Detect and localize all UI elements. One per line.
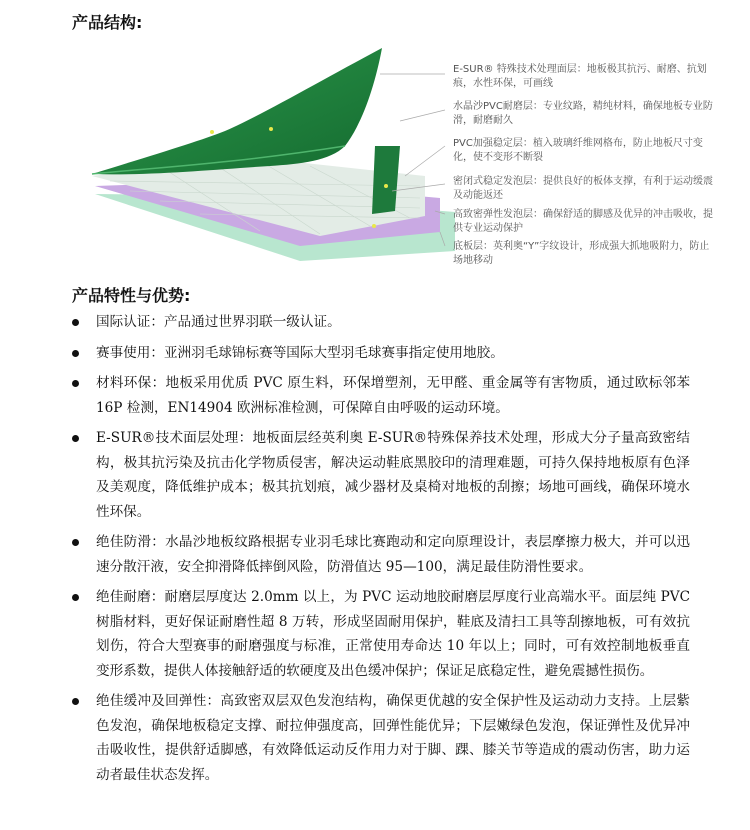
structure-diagram — [0, 36, 750, 276]
feature-item: 绝佳缓冲及回弹性：高致密双层双色发泡结构，确保更优越的安全保护性及运动动力支持。上层紫色发泡，确保地板稳定支撑、耐拉伸强度高，回弹性能优异；下层嫩绿色发泡，保证弹性及优异冲击吸收性，提供舒适脚感，有效降低运动反作用力对于脚、踝、膝关节等造成的震动伤害，助力运动者最佳状态发挥。 — [70, 689, 690, 787]
bullet-icon — [72, 435, 79, 442]
structure-heading: 产品结构: — [72, 13, 143, 32]
layer-label-surface: E-SUR® 特殊技术处理面层：地板极其抗污、耐磨、抗划痕，水性环保，可画线 — [453, 64, 707, 89]
features-list — [70, 310, 690, 793]
bullet-icon — [72, 698, 79, 705]
feature-item: 绝佳防滑：水晶沙地板纹路根据专业羽毛球比赛跑动和定向原理设计，表层摩擦力极大，并可以迅速分散汗液，安全抑滑降低摔倒风险，防滑值达 95—100，满足最佳防滑性要求。 — [70, 530, 690, 579]
bullet-icon — [72, 594, 79, 601]
bullet-icon — [72, 380, 79, 387]
bullet-icon — [72, 350, 79, 357]
feature-item: 材料环保：地板采用优质 PVC 原生料，环保增塑剂，无甲醛、重金属等有害物质，通过欧标邻苯 16P 检测，EN14904 欧洲标准检测，可保障自由呼吸的运动环境。 — [70, 371, 690, 420]
bullet-icon — [72, 539, 79, 546]
layer-label-base: 底板层：英利奥“Y”字纹设计，形成强大抓地吸附力，防止场地移动 — [453, 241, 710, 266]
layer-label-wear: 水晶沙PVC耐磨层：专业纹路，精纯材料，确保地板专业防滑，耐磨耐久 — [453, 101, 713, 126]
marker-dot — [210, 130, 214, 134]
marker-dot — [384, 184, 388, 188]
feature-item: 国际认证：产品通过世界羽联一级认证。 — [70, 310, 690, 335]
feature-item: 赛事使用：亚洲羽毛球锦标赛等国际大型羽毛球赛事指定使用地胶。 — [70, 341, 690, 366]
layer-label-closed-foam: 密闭式稳定发泡层：提供良好的板体支撑，有利于运动缓震及动能返还 — [453, 176, 713, 201]
marker-dot — [372, 224, 376, 228]
marker-dot — [269, 127, 273, 131]
feature-item: 绝佳耐磨：耐磨层厚度达 2.0mm 以上，为 PVC 运动地胶耐磨层厚度行业高端水平。面层纯 PVC 树脂材料，更好保证耐磨性超 8 万转，形成坚固耐用保护，鞋底及清扫工具等刮擦地板，可有效抗划伤，符合大型赛事的耐磨强度与标准，正常使用寿命达 10 年以上；同时，可有效控制地板垂直变形系数，提供人体接触舒适的软硬度及出色缓冲保护；保证足底稳定性，避免震撼性损伤。 — [70, 585, 690, 683]
bullet-icon — [72, 319, 79, 326]
layer-label-elastic-foam: 高致密弹性发泡层：确保舒适的脚感及优异的冲击吸收，提供专业运动保护 — [453, 209, 713, 234]
features-heading: 产品特性与优势: — [72, 286, 191, 305]
feature-item: E-SUR®技术面层处理：地板面层经英利奥 E-SUR®特殊保养技术处理，形成大分子量高致密结构，极其抗污染及抗击化学物质侵害，解决运动鞋底黑胶印的清理难题，可持久保持地板原有色泽及美观度，降低维护成本；极其抗划痕，减少器材及桌椅对地板的刮擦；场地可画线，确保环境水性环保。 — [70, 426, 690, 524]
green-surface-layer — [92, 48, 382, 174]
layer-label-pvc: PVC加强稳定层：植入玻璃纤维网格布，防止地板尺寸变化，使不变形不断裂 — [453, 138, 703, 163]
